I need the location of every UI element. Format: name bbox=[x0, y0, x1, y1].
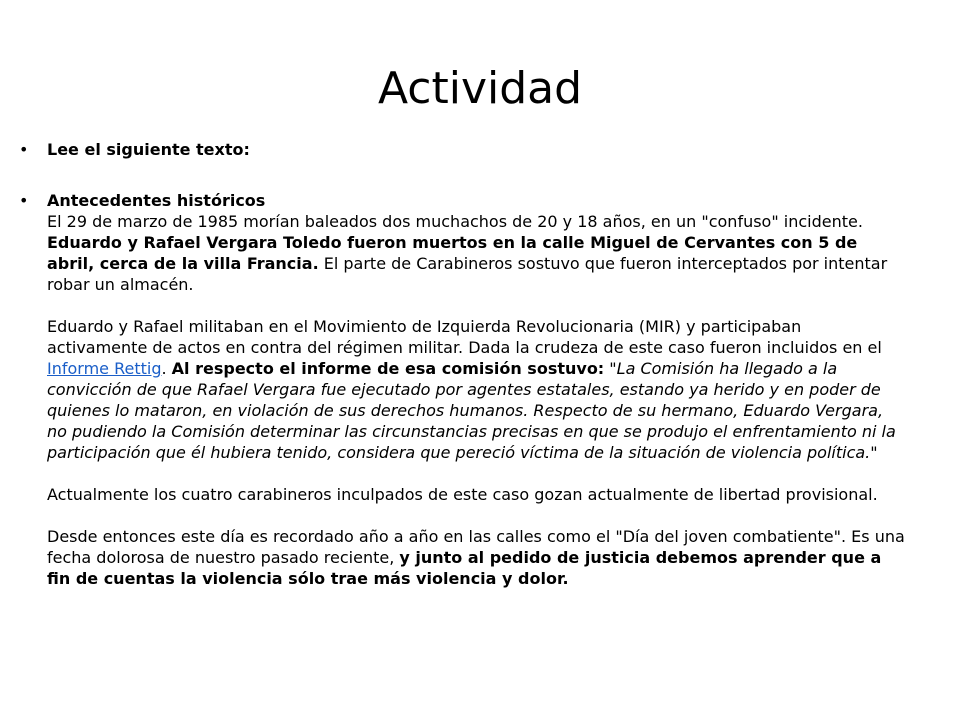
informe-rettig-link[interactable]: Informe Rettig bbox=[47, 359, 162, 378]
bullet-dot: • bbox=[19, 191, 29, 210]
paragraph-1 bbox=[47, 211, 905, 295]
paragraph-1-text-c: El parte de Carabineros sostuvo que fueron interceptados por intentar robar un almacén. bbox=[47, 254, 888, 294]
paragraph-2-text-a: Eduardo y Rafael militaban en el Movimiento de Izquierda Revolucionaria (MIR) y participaban activamente de actos en contra del régimen militar. Dada la crudeza de este caso fueron incluidos en el bbox=[47, 317, 882, 357]
commission-quote: "La Comisión ha llegado a la convicción de que Rafael Vergara fue ejecutado por agentes estatales, estando ya herido y en poder de quienes lo mataron, en violación de sus derechos humanos. Respecto de su hermano, Eduardo Vergara, no pudiendo la Comisión determinar las circunstancias precisas en que se produjo el enfrentamiento ni la participación que él hubiera tenido, considera que pereció víctima de la situación de violencia política." bbox=[47, 359, 896, 462]
paragraph-3: Actualmente los cuatro carabineros inculpados de este caso gozan actualmente de libertad provisional. bbox=[47, 485, 878, 504]
paragraph-2-period: . bbox=[161, 359, 167, 378]
paragraph-gap bbox=[47, 295, 905, 316]
bullet-historical-background bbox=[19, 190, 905, 589]
paragraph-gap bbox=[47, 463, 905, 484]
paragraph-4-text-a: Desde entonces este día es recordado año a año en las calles como el "Día del joven combatiente". Es una fecha dolorosa de nuestro pasado reciente, bbox=[47, 527, 905, 567]
bullet-dot: • bbox=[19, 140, 29, 159]
section-heading: Antecedentes históricos bbox=[47, 191, 266, 210]
paragraph-2-text-bold: Al respecto el informe de esa comisión sostuvo: bbox=[171, 359, 605, 378]
paragraph-1-text-bold: Eduardo y Rafael Vergara Toledo fueron muertos en la calle Miguel de Cervantes con 5 de abril, cerca de la villa Francia. bbox=[47, 233, 858, 273]
paragraph-gap bbox=[47, 505, 905, 526]
paragraph-1-text-a: El 29 de marzo de 1985 morían baleados dos muchachos de 20 y 18 años, en un "confuso" incidente. bbox=[47, 212, 863, 231]
paragraph-2 bbox=[47, 316, 905, 463]
paragraph-4 bbox=[47, 526, 905, 589]
paragraph-4-text-bold: y junto al pedido de justicia debemos aprender que a fin de cuentas la violencia sólo trae más violencia y dolor. bbox=[47, 548, 882, 588]
instruction-text: Lee el siguiente texto: bbox=[47, 140, 250, 159]
bullet-instruction bbox=[19, 139, 905, 160]
slide-title: Actividad bbox=[377, 63, 583, 114]
